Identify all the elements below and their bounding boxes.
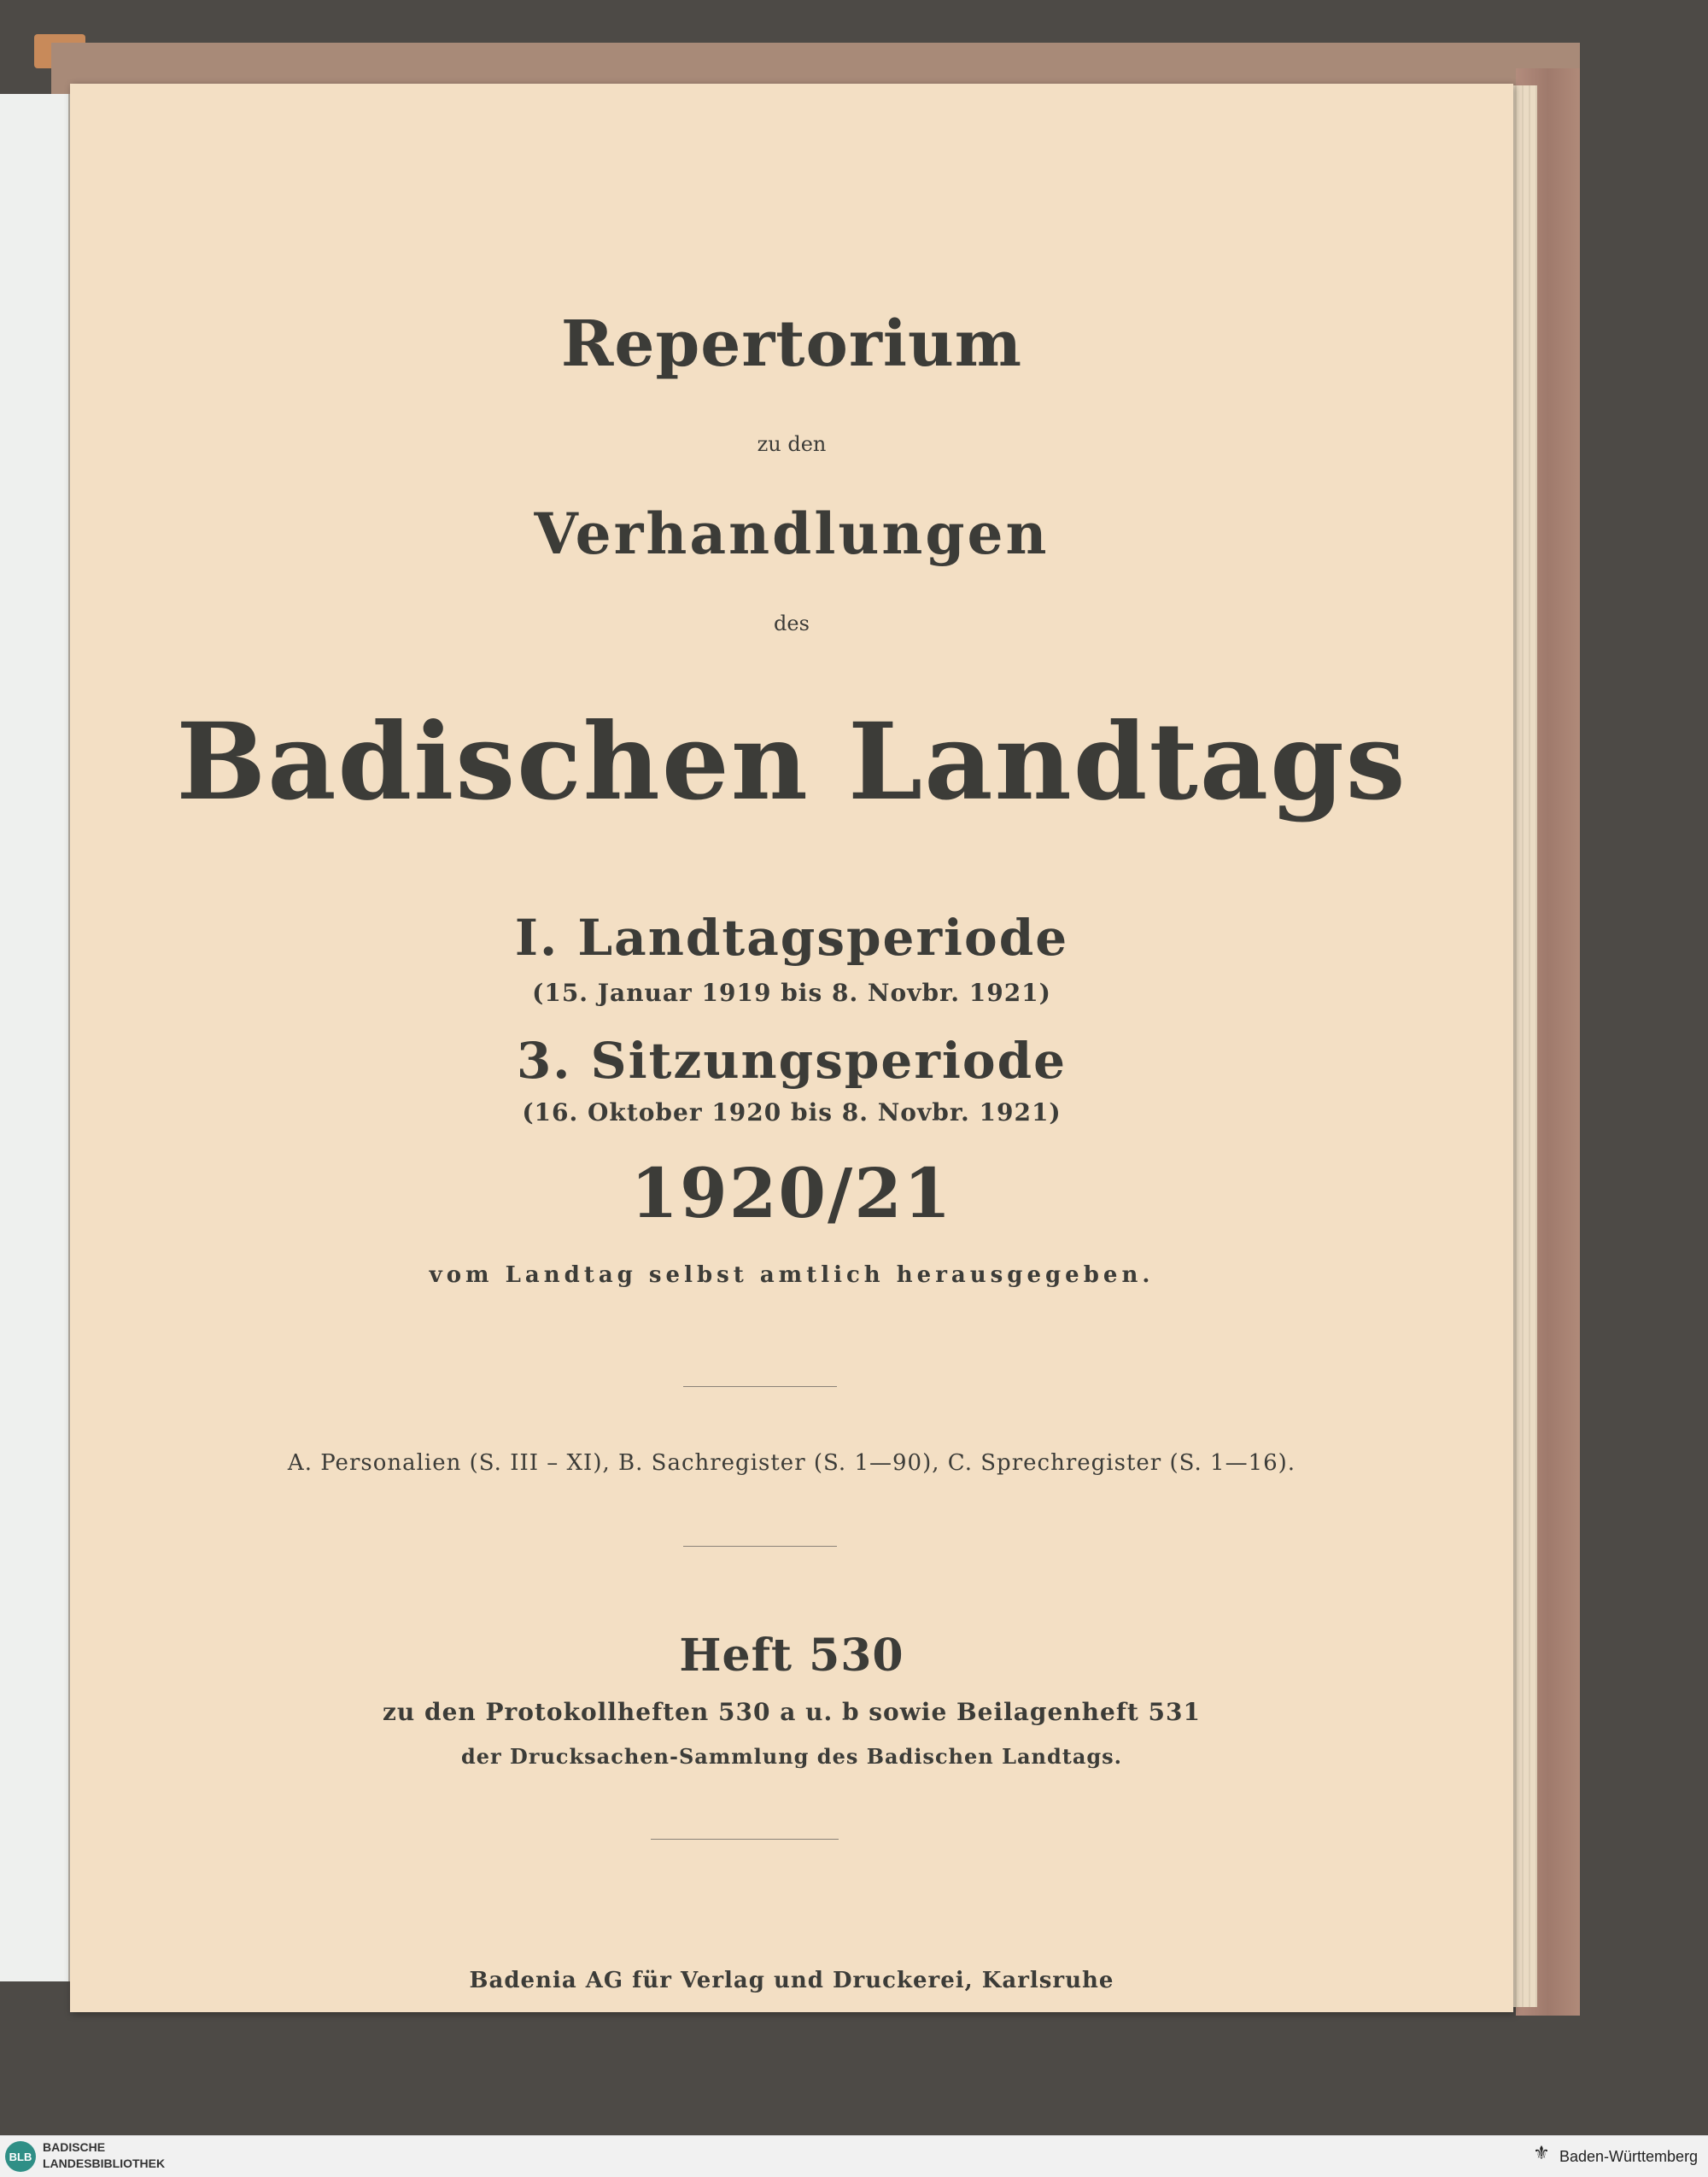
- contents-summary: A. Personalien (S. III – XI), B. Sachregister (S. 1—90), C. Sprechregister (S. 1—16).: [287, 1450, 1296, 1476]
- landtag-name: Badischen Landtags: [176, 700, 1407, 824]
- des-text: des: [774, 612, 810, 635]
- baden-wuerttemberg-crest-icon: ⚜: [1533, 2143, 1550, 2164]
- blb-logo-icon[interactable]: BLB: [5, 2141, 36, 2172]
- flyleaf: [0, 94, 70, 1981]
- zu-den-text: zu den: [757, 432, 827, 456]
- publisher: Badenia AG für Verlag und Druckerei, Karlsruhe: [469, 1968, 1114, 1993]
- heft-description-2: der Drucksachen-Sammlung des Badischen Landtags.: [460, 1744, 1123, 1769]
- sitzungsperiode: 3. Sitzungsperiode: [516, 1032, 1068, 1090]
- library-name: [43, 2139, 231, 2172]
- heft-number: Heft 530: [679, 1630, 904, 1682]
- state-name: Baden-Württemberg: [1559, 2148, 1699, 2165]
- heft-description-1: zu den Protokollheften 530 a u. b sowie Beilagenheft 531: [382, 1698, 1201, 1726]
- landtagsperiode: I. Landtagsperiode: [514, 909, 1069, 967]
- divider-2: [683, 1546, 837, 1547]
- title: Repertorium: [560, 307, 1023, 381]
- library-name-line2: LANDESBIBLIOTHEK: [43, 2157, 166, 2170]
- verhandlungen-text: Verhandlungen: [534, 500, 1050, 567]
- landtagsperiode-dates: (15. Januar 1919 bis 8. Novbr. 1921): [532, 979, 1051, 1007]
- herausgegeben-text: vom Landtag selbst amtlich herausgegeben.: [429, 1262, 1155, 1288]
- library-name-line1: BADISCHE: [43, 2140, 106, 2154]
- sitzungsperiode-dates: (16. Oktober 1920 bis 8. Novbr. 1921): [522, 1098, 1062, 1127]
- footer-bar: [0, 2135, 1708, 2177]
- divider-3: [651, 1839, 839, 1840]
- title-page: [70, 84, 1513, 2012]
- divider-1: [683, 1386, 837, 1387]
- years: 1920/21: [630, 1153, 953, 1233]
